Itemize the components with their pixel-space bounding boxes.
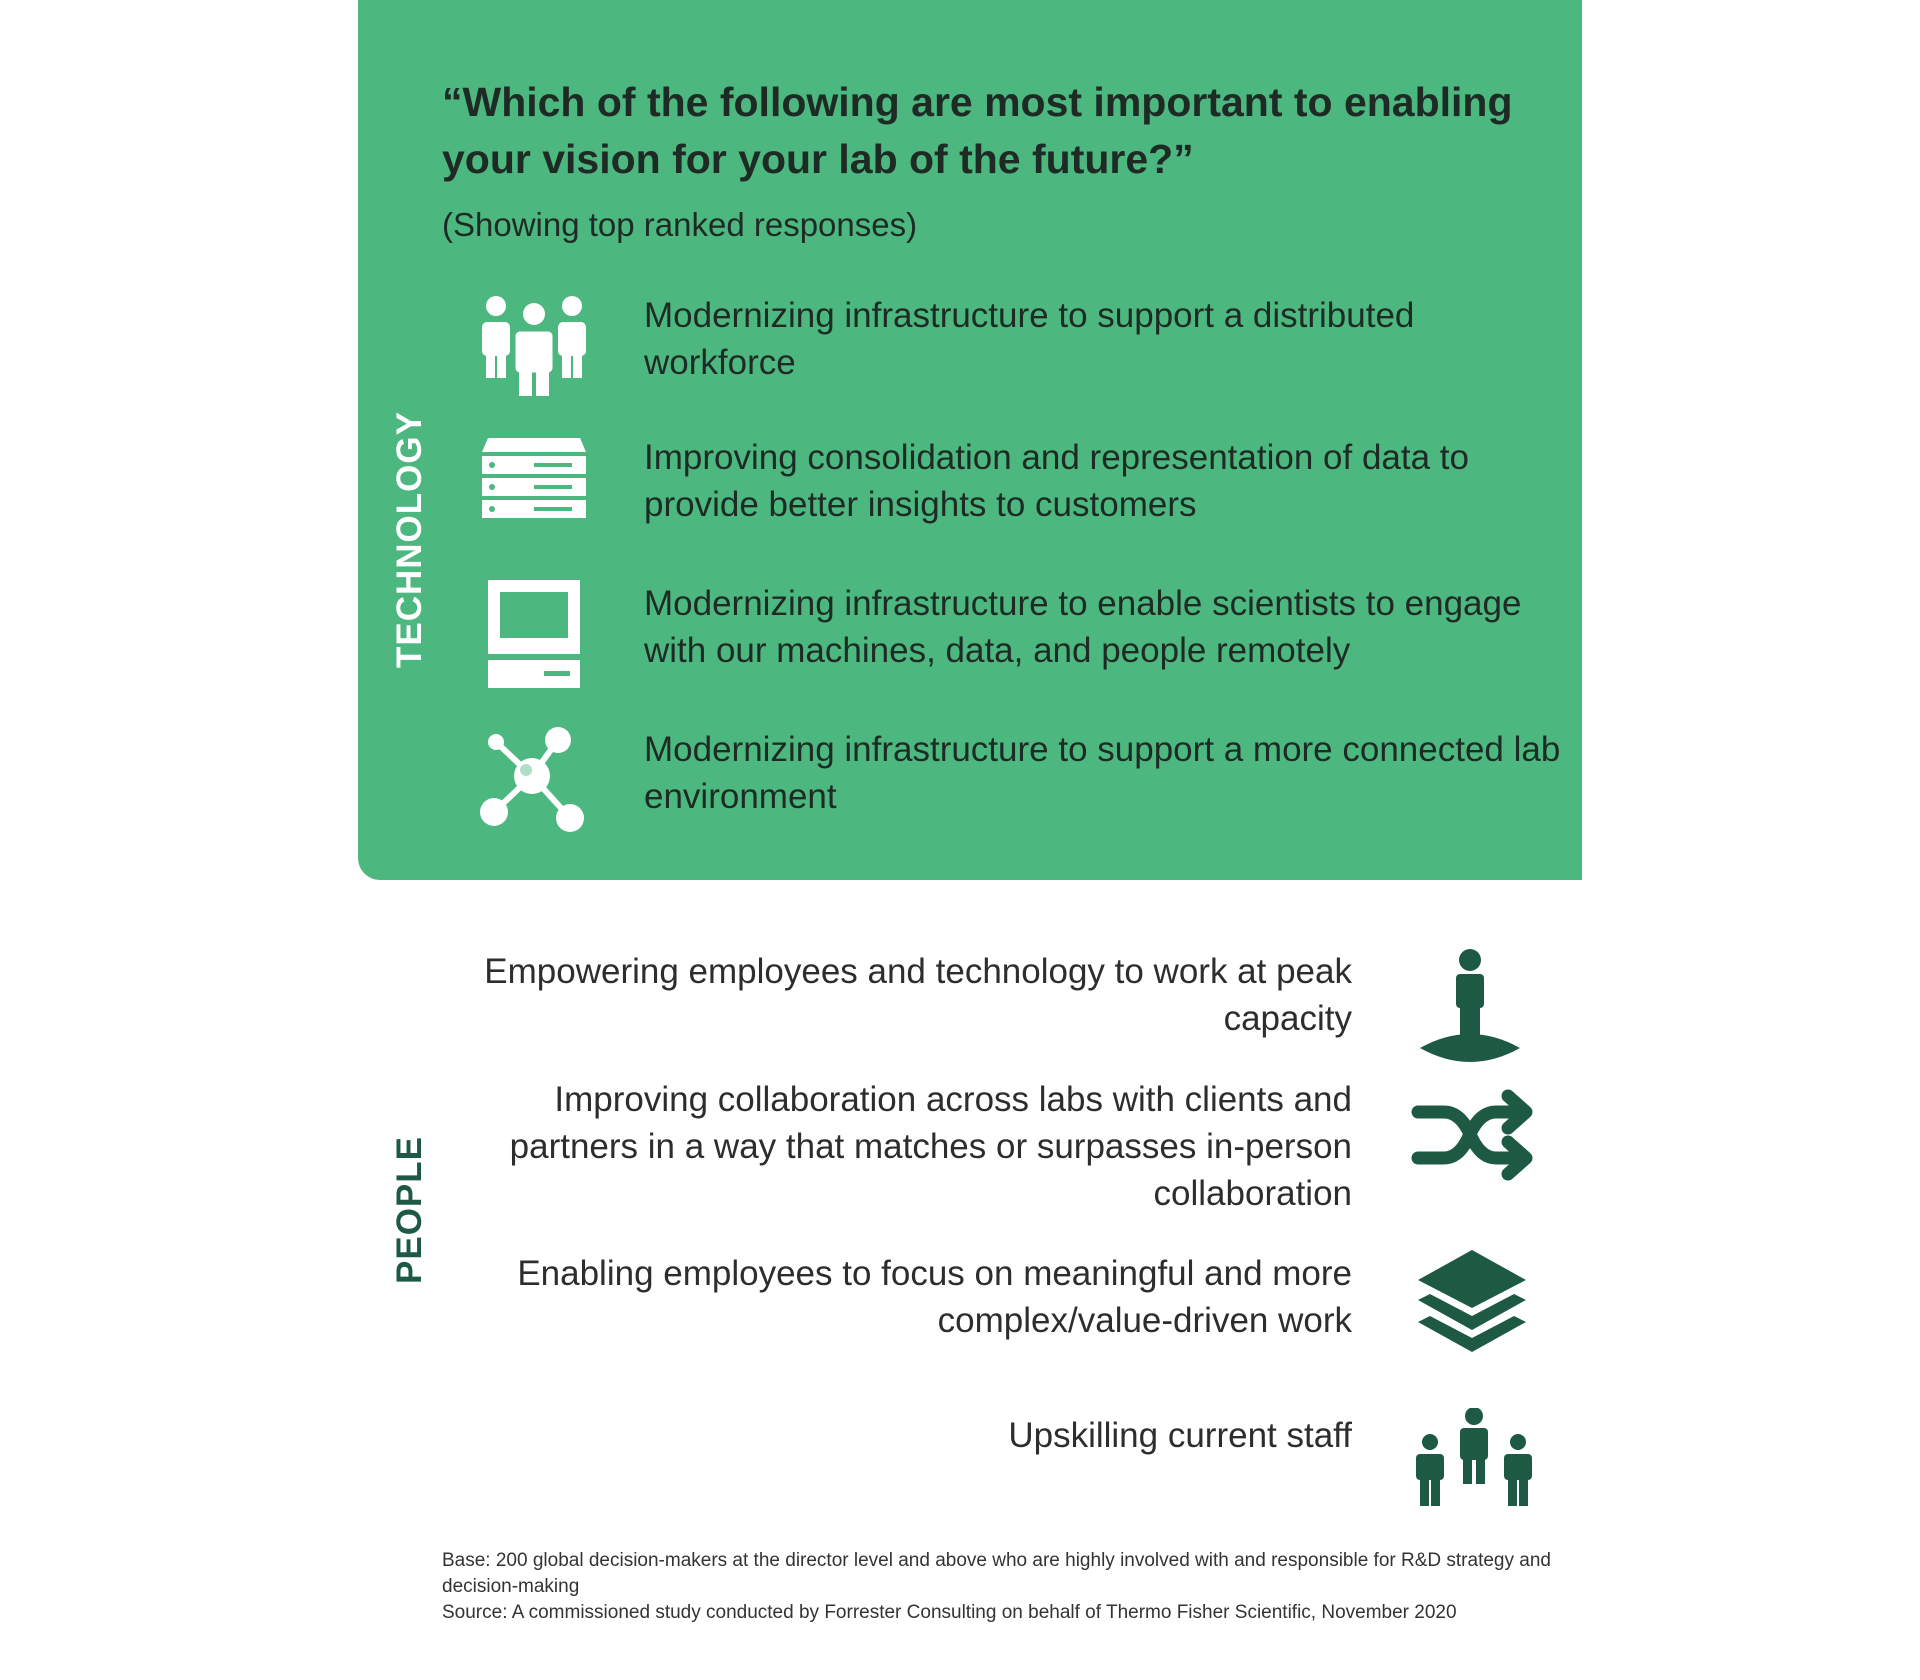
shuffle-arrows-icon [1410, 1076, 1540, 1196]
person-on-platform-icon [1410, 948, 1540, 1068]
technology-item-text: Modernizing infrastructure to enable scientists to engage with our machines, data, and people remotely [644, 584, 1522, 670]
technology-item-distributed-workforce [474, 292, 1574, 412]
network-molecule-icon [474, 726, 594, 846]
footer-notes [442, 1548, 1562, 1626]
footer-source-note: Source: A commissioned study conducted by Forrester Consulting on behalf of Thermo Fisher Scientific, November 2020 [442, 1602, 1457, 1623]
survey-subtitle: (Showing top ranked responses) [442, 206, 918, 243]
people-item-text: Upskilling current staff [1008, 1416, 1352, 1455]
technology-section-label: TECHNOLOGY [390, 411, 429, 668]
layers-icon [1410, 1250, 1540, 1370]
server-rack-icon [474, 434, 594, 554]
distributed-workforce-icon [474, 292, 594, 412]
team-group-icon [1410, 1408, 1540, 1528]
technology-item-remote-engagement [474, 580, 1574, 700]
technology-item-text: Modernizing infrastructure to support a more connected lab environment [644, 730, 1561, 816]
technology-item-connected-lab [474, 726, 1574, 846]
technology-item-data-consolidation [474, 434, 1574, 554]
technology-item-text: Improving consolidation and representation of data to provide better insights to customers [644, 438, 1469, 524]
technology-item-text: Modernizing infrastructure to support a distributed workforce [644, 296, 1415, 382]
people-item-text: Empowering employees and technology to work at peak capacity [484, 952, 1352, 1038]
footer-base-note: Base: 200 global decision-makers at the director level and above who are highly involved with and responsible for R&D strategy and decision-making [442, 1550, 1551, 1597]
computer-terminal-icon [474, 580, 594, 700]
people-item-text: Enabling employees to focus on meaningful and more complex/value-driven work [517, 1254, 1352, 1340]
people-item-text: Improving collaboration across labs with clients and partners in a way that matches or surpasses in-person collaboration [509, 1080, 1352, 1213]
survey-question: “Which of the following are most important to enabling your vision for your lab of the future?” [442, 79, 1513, 182]
people-section-label: PEOPLE [390, 1136, 429, 1284]
